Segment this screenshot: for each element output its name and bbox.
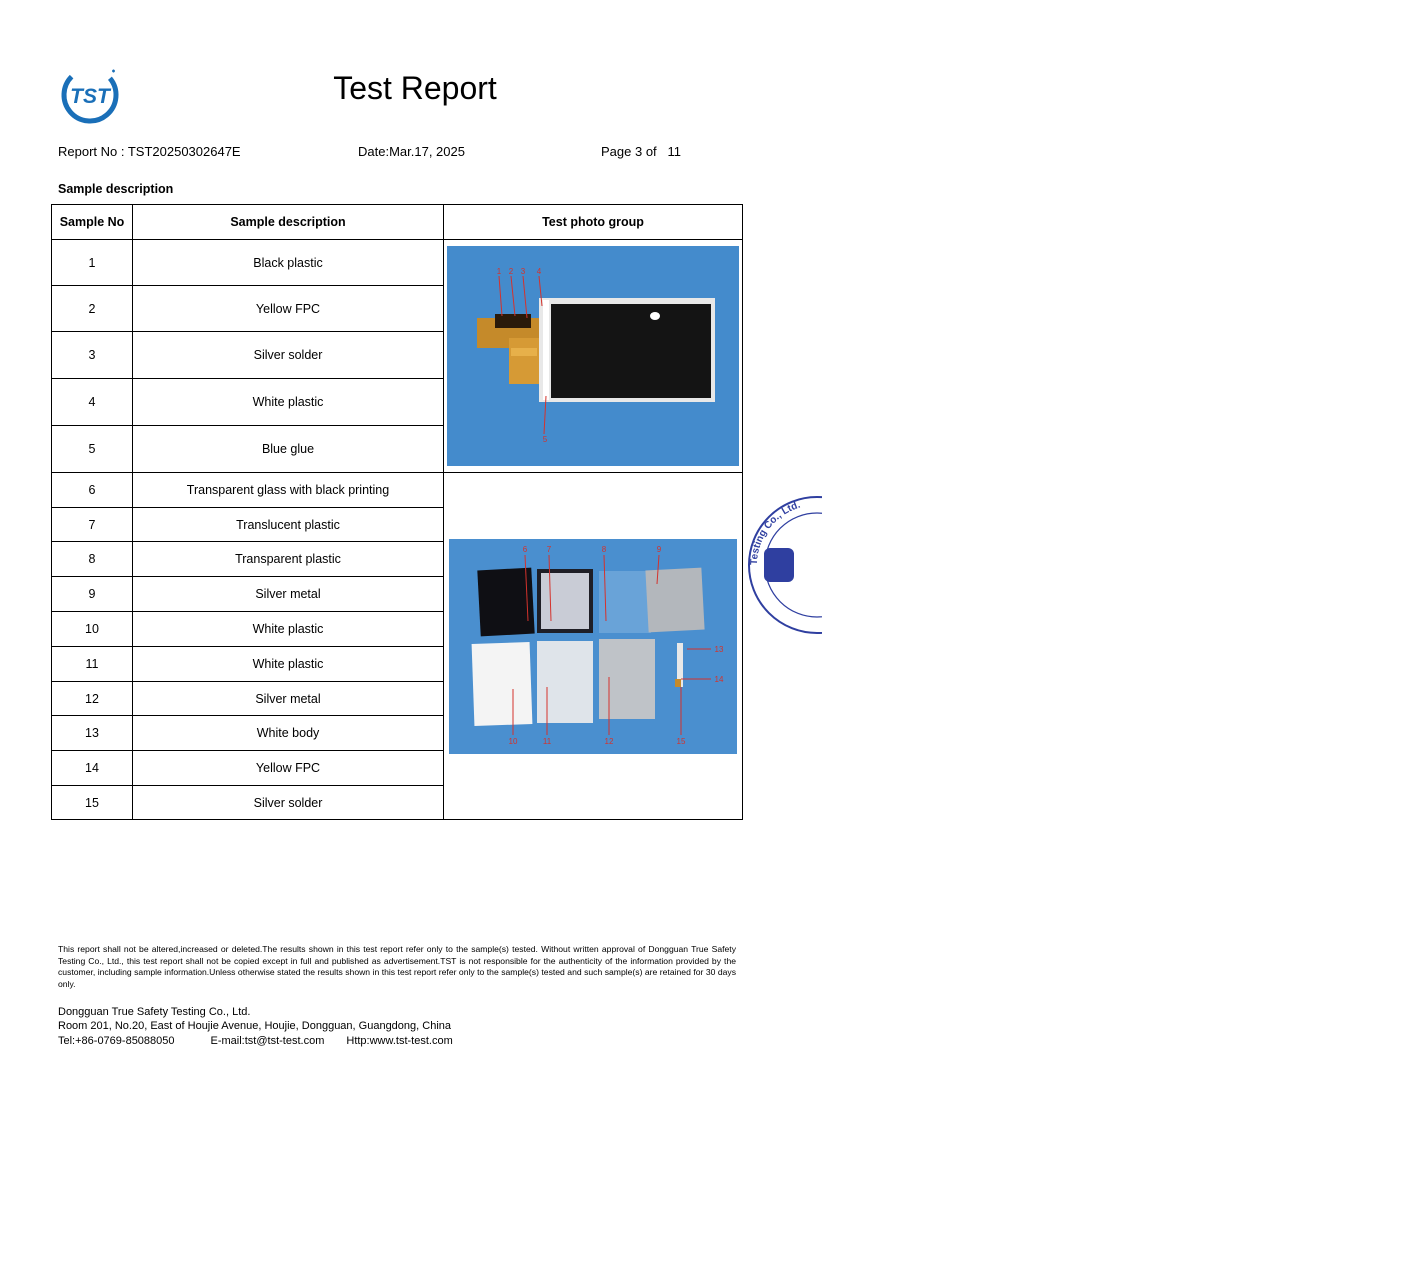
- sample-desc: Transparent plastic: [133, 542, 444, 577]
- sample-no: 2: [52, 286, 133, 332]
- table-row: [52, 473, 743, 508]
- photo-label: 11: [542, 736, 552, 746]
- table-row: [52, 240, 743, 286]
- header-sample-no: Sample No: [52, 205, 133, 240]
- sample-no: 5: [52, 426, 133, 473]
- photo-label: 1: [496, 267, 502, 276]
- footer-website[interactable]: Http:www.tst-test.com: [346, 1035, 453, 1047]
- photo-label: 2: [508, 267, 514, 276]
- page-title: Test Report: [333, 70, 497, 106]
- sample-no: 15: [52, 786, 133, 820]
- sample-no: 12: [52, 682, 133, 716]
- sample-desc: Yellow FPC: [133, 286, 444, 332]
- photo-label: 14: [714, 674, 724, 684]
- company-stamp: [742, 490, 822, 640]
- photo-group-2: [449, 539, 737, 754]
- sample-desc: White plastic: [133, 647, 444, 682]
- photo-label: 5: [542, 435, 548, 444]
- sample-no: 9: [52, 577, 133, 612]
- sample-desc: Translucent plastic: [133, 508, 444, 542]
- sample-desc: White plastic: [133, 379, 444, 426]
- sample-no: 10: [52, 612, 133, 647]
- sample-desc: White body: [133, 716, 444, 751]
- photo-label: 8: [601, 544, 607, 554]
- photo-label: 6: [522, 544, 528, 554]
- header-sample-description: Sample description: [133, 205, 444, 240]
- photo-group-1: [447, 246, 739, 466]
- sample-table: [51, 204, 743, 820]
- sample-no: 1: [52, 240, 133, 286]
- photo-label: 3: [520, 267, 526, 276]
- photo-label: 9: [656, 544, 662, 554]
- sample-no: 14: [52, 751, 133, 786]
- photo-label: 7: [546, 544, 552, 554]
- sample-desc: Black plastic: [133, 240, 444, 286]
- sample-no: 8: [52, 542, 133, 577]
- sample-desc: Yellow FPC: [133, 751, 444, 786]
- footer-contact: [58, 1035, 453, 1047]
- footer-tel: Tel:+86-0769-85088050: [58, 1035, 175, 1047]
- photo-label: 4: [536, 267, 542, 276]
- sample-desc: Silver metal: [133, 577, 444, 612]
- photo-group-1-cell: [444, 240, 743, 473]
- sample-desc: Silver solder: [133, 332, 444, 379]
- sample-no: 11: [52, 647, 133, 682]
- photo-label: 13: [714, 644, 724, 654]
- report-date: Date:Mar.17, 2025: [358, 144, 465, 159]
- footer-address: Room 201, No.20, East of Houjie Avenue, Houjie, Dongguan, Guangdong, China: [58, 1020, 452, 1032]
- sample-no: 3: [52, 332, 133, 379]
- sample-desc: Silver solder: [133, 786, 444, 820]
- sample-no: 4: [52, 379, 133, 426]
- table-header-row: [52, 205, 743, 240]
- page-number: Page 3 of 11: [601, 144, 1401, 1277]
- logo-text: TST: [70, 85, 110, 108]
- sample-desc: Silver metal: [133, 682, 444, 716]
- sample-no: 6: [52, 473, 133, 508]
- sample-desc: Transparent glass with black printing: [133, 473, 444, 508]
- sample-desc: Blue glue: [133, 426, 444, 473]
- sample-no: 7: [52, 508, 133, 542]
- photo-label: 15: [676, 736, 686, 746]
- footer-company: Dongguan True Safety Testing Co., Ltd.: [58, 1006, 251, 1018]
- photo-label: 12: [604, 736, 614, 746]
- stamp-text: Testing Co., Ltd.: [748, 499, 802, 566]
- disclaimer: This report shall not be altered,increased or deleted.The results shown in this test report refer only to the sample(s) tested. Without written approval of Dongguan True Safety Testing Co., Ltd., this test report shall not be copied except in full and published as advertisement.TST is not responsible for the authenticity of the information provided by the customer, including sample information.Unless otherwise stated the results shown in this test report refer only to the sample(s) tested and such sample(s) are retained for 30 days only.: [58, 944, 736, 989]
- photo-group-2-cell: [444, 473, 743, 820]
- report-number: Report No : TST20250302647E: [58, 144, 241, 159]
- photo-label: 10: [508, 736, 518, 746]
- footer-email[interactable]: E-mail:tst@tst-test.com: [210, 1035, 325, 1047]
- sample-desc: White plastic: [133, 612, 444, 647]
- header-test-photo-group: Test photo group: [444, 205, 743, 240]
- sample-no: 13: [52, 716, 133, 751]
- section-title: Sample description: [58, 182, 174, 196]
